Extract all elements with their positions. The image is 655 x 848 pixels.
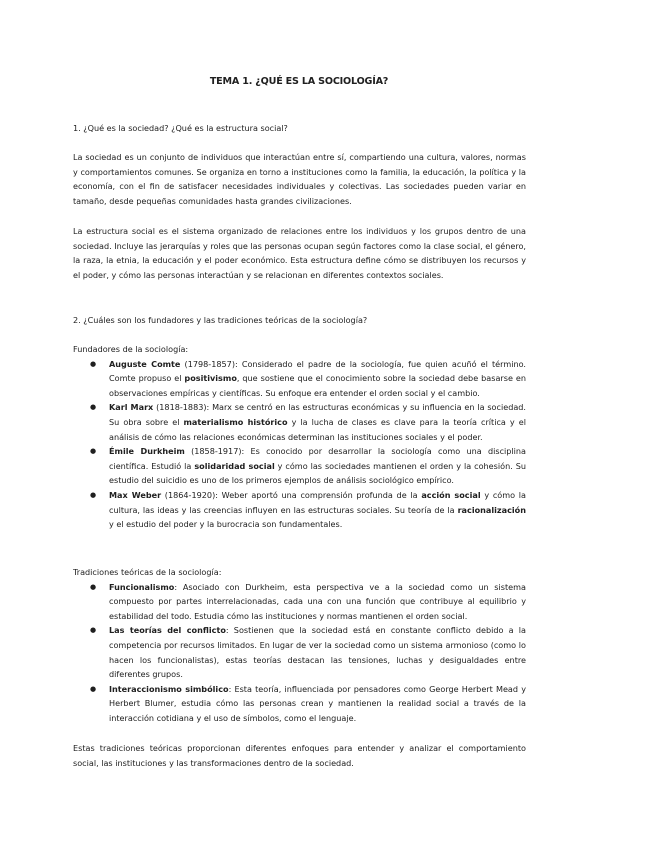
item-text: y cómo las sociedades mantienen el orden y la cohesión. Su estudio del suicidio es uno de los primeros ejemplos de análisis sociológico empírico. xyxy=(109,460,526,486)
item-text: (1864-1920): Weber aportó una comprensión profunda de la xyxy=(161,489,422,500)
item-text: : Esta teoría, influenciada por pensadores como George Herbert Mead y Herbert Blumer, estudia cómo las personas crean y mantienen la realidad social a través de la interacción cotidiana y el uso de símbolos, como el lenguaje. xyxy=(109,683,526,723)
list-item-durkheim xyxy=(73,444,526,488)
bullet-icon: ● xyxy=(90,684,97,693)
traditions-heading: Tradiciones teóricas de la sociología: xyxy=(73,567,222,577)
tradition-name: Interaccionismo simbólico xyxy=(109,683,229,694)
key-term: racionalización xyxy=(457,504,526,515)
key-term: acción social xyxy=(421,489,481,500)
item-text: : Sostienen que la sociedad está en constante conflicto debido a la competencia por recursos limitados. En lugar de ver la sociedad como un sistema armonioso (como lo hacen los funcionalistas), estas teorías destacan las tensiones, luchas y desigualdades entre diferentes grupos. xyxy=(109,625,526,680)
key-term: positivismo xyxy=(184,373,237,384)
founder-name: Émile Durkheim xyxy=(109,446,185,457)
bullet-icon: ● xyxy=(90,626,97,635)
list-item-marx xyxy=(73,400,526,444)
founder-name: Auguste Comte xyxy=(109,358,181,369)
document-title: TEMA 1. ¿QUÉ ES LA SOCIOLOGÍA? xyxy=(209,76,389,87)
key-term: materialismo histórico xyxy=(183,416,288,427)
list-item-conflicto xyxy=(73,623,526,681)
list-item-interaccionismo xyxy=(73,682,526,726)
bullet-icon: ● xyxy=(90,447,97,456)
item-text: , que sostiene que el conocimiento sobre la sociedad debe basarse en observaciones empíricas y científicas. Su enfoque era entender el orden social y el cambio. xyxy=(109,373,526,398)
item-text: y la lucha de clases es clave para la teoría crítica y el análisis de cómo las relaciones económicas determinan las instituciones sociales y el poder. xyxy=(109,416,526,442)
item-text: (1858-1917): Es conocido por desarrollar la sociología como una disciplina científica. Estudió la xyxy=(109,446,526,471)
founders-section xyxy=(73,342,526,532)
list-item-funcionalismo xyxy=(73,580,526,624)
item-text: (1798-1857): Considerado el padre de la sociología, fue quien acuñó el término. Comte propuso el xyxy=(109,358,526,384)
item-text: y el estudio del poder y la burocracia son fundamentales. xyxy=(109,519,343,530)
list-item-comte xyxy=(73,357,526,401)
item-text: y cómo la cultura, las ideas y las creencias influyen en las estructuras sociales. Su teoría de la xyxy=(109,489,526,515)
traditions-list xyxy=(73,580,526,726)
founders-list xyxy=(73,357,526,532)
founder-name: Max Weber xyxy=(109,489,162,500)
item-text: : Asociado con Durkheim, esta perspectiva ve a la sociedad como un sistema compuesto por partes interrelacionadas, cada una con una función que contribuye al equilibrio y estabilidad del todo. Estudia cómo las instituciones y normas mantienen el orden social. xyxy=(109,581,526,621)
bullet-icon: ● xyxy=(90,582,97,591)
tradition-name: Funcionalismo xyxy=(109,581,175,592)
closing-paragraph: Estas tradiciones teóricas proporcionan diferentes enfoques para entender y analizar el comportamiento social, las instituciones y las transformaciones dentro de la sociedad. xyxy=(73,743,526,768)
social-structure-paragraph: La estructura social es el sistema organizado de relaciones entre los individuos y los grupos dentro de una sociedad. Incluye las jerarquías y roles que las personas ocupan según factores como la clase social, el género, la raza, la etnia, la educación y el poder económico. Esta estructura define cómo se distribuyen los recursos y el poder, y cómo las personas interactúan y se relacionan en diferentes contextos sociales. xyxy=(73,226,526,280)
tradition-name: Las teorías del conflicto xyxy=(109,625,226,636)
founders-heading: Fundadores de la sociología: xyxy=(73,344,189,354)
society-definition-paragraph: La sociedad es un conjunto de individuos que interactúan entre sí, compartiendo una cultura, valores, normas y comportamientos comunes. Se organiza en torno a instituciones como la familia, la educación, la política y la economía, con el fin de satisfacer necesidades individuales y colectivas. Las sociedades pueden variar en tamaño, desde pequeñas comunidades hasta grandes civilizaciones. xyxy=(73,152,526,206)
list-item-weber xyxy=(73,488,526,532)
founder-name: Karl Marx xyxy=(109,402,154,413)
key-term: solidaridad social xyxy=(194,460,275,471)
item-text: (1818-1883): Marx se centró en las estructuras económicas y su influencia en la sociedad. Su obra sobre el xyxy=(109,402,526,427)
question-2-heading: 2. ¿Cuáles son los fundadores y las tradiciones teóricas de la sociología? xyxy=(73,315,368,325)
question-1-heading: 1. ¿Qué es la sociedad? ¿Qué es la estructura social? xyxy=(73,123,288,133)
bullet-icon: ● xyxy=(90,359,97,368)
bullet-icon: ● xyxy=(90,490,97,499)
traditions-section xyxy=(73,565,526,726)
bullet-icon: ● xyxy=(90,403,97,412)
